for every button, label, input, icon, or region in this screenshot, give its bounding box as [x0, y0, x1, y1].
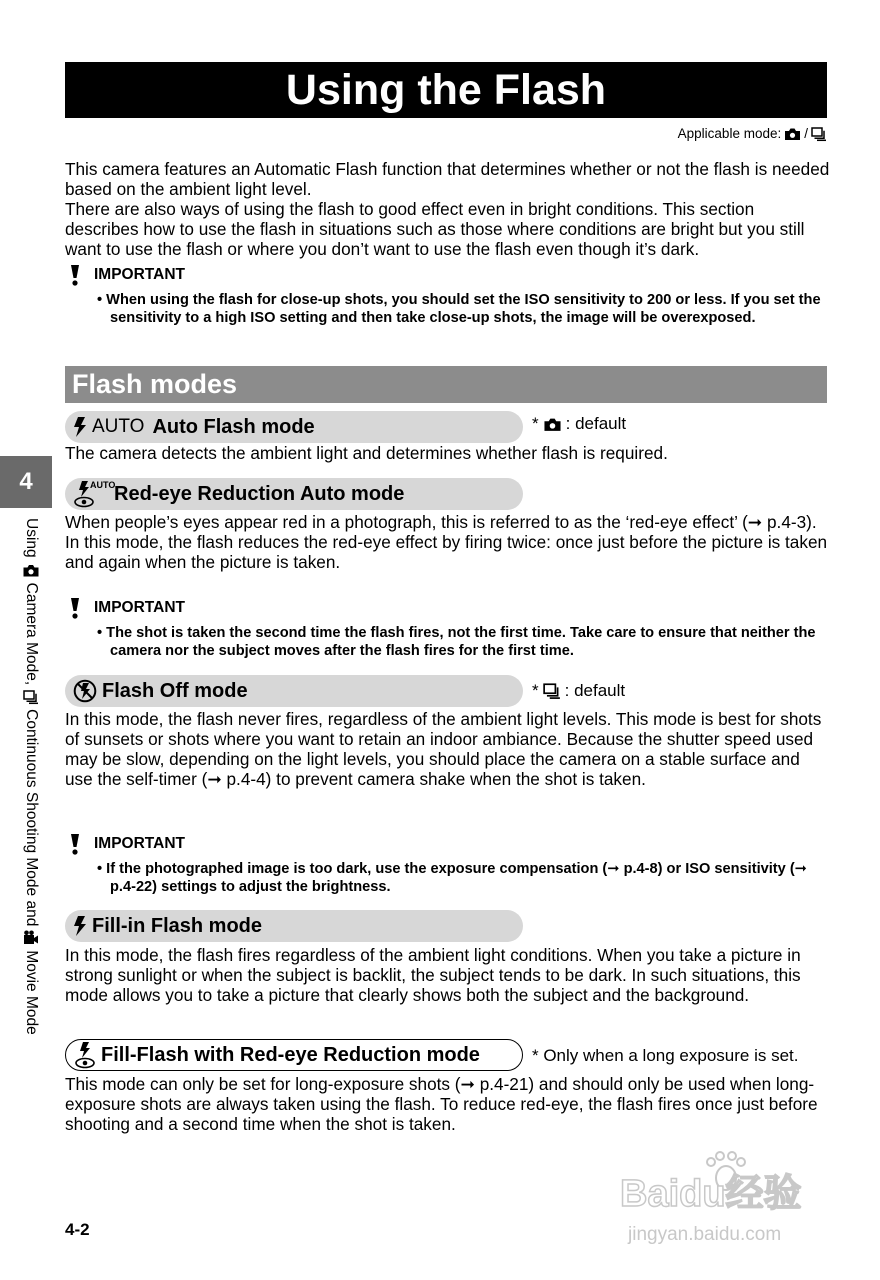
important-label: IMPORTANT: [94, 835, 185, 852]
continuous-shooting-icon: [23, 690, 39, 704]
applicable-mode-separator: /: [804, 126, 808, 141]
side-text-part: Movie Mode: [23, 950, 40, 1035]
note-asterisk: *: [532, 414, 539, 433]
mode-heading-flash-off: [65, 675, 523, 707]
flash-icon: [73, 416, 87, 438]
mode-heading-red-eye-auto: [65, 478, 523, 510]
section-title: Flash modes: [65, 366, 827, 403]
camera-icon: [784, 127, 801, 141]
page-number: 4-2: [65, 1220, 90, 1239]
exclamation-icon: [68, 264, 82, 286]
note-asterisk: *: [532, 681, 539, 700]
important-label: IMPORTANT: [94, 266, 185, 283]
mode-title: Flash Off mode: [102, 679, 248, 702]
important-note-1: [68, 264, 828, 327]
mode-description: When people’s eyes appear red in a photograph, this is referred to as the ‘red-eye effect’ (➞ p.4-3). In this mode, the flash reduces the red-eye effect by firing twice: once just before the picture is taken and again when the picture is taken.: [65, 512, 828, 572]
default-note-continuous: [532, 681, 625, 701]
mode-title: Fill-Flash with Red-eye Reduction mode: [101, 1043, 480, 1066]
important-label: IMPORTANT: [94, 599, 185, 616]
continuous-shooting-icon: [543, 683, 561, 699]
important-text: • When using the flash for close-up shots, you should set the ISO sensitivity to 200 or less. If you set the sensitivity to a high ISO setting and then take close-up shots, the image will be overexposed.: [97, 292, 821, 326]
mode-description: The camera detects the ambient light and determines whether flash is required.: [65, 443, 668, 463]
mode-title: Auto Flash mode: [152, 415, 315, 438]
camera-icon: [23, 563, 40, 577]
auto-icon-label: AUTO: [92, 416, 145, 437]
note-default-text: : default: [564, 681, 626, 700]
default-note-camera: [532, 414, 626, 434]
intro-paragraph-1: This camera features an Automatic Flash function that determines whether or not the flash is needed based on the ambient light level.: [65, 159, 830, 199]
continuous-shooting-icon: [811, 127, 827, 141]
important-text: • If the photographed image is too dark, use the exposure compensation (➞ p.4-8) or ISO sensitivity (➞ p.4-22) settings to adjust the brightness.: [97, 861, 807, 895]
red-eye-icon: [73, 480, 116, 508]
mode-description: This mode can only be set for long-exposure shots (➞ p.4-21) and should only be used when long-exposure shots are always taken using the flash. To reduce red-eye, the flash fires once just before shooting and a second time when the shot is taken.: [65, 1074, 818, 1134]
important-text: • The shot is taken the second time the flash fires, not the first time. Take care to ensure that neither the camera nor the subject moves after the flash fires for the first time.: [97, 625, 816, 659]
exclamation-icon: [68, 597, 82, 619]
movie-icon: [23, 930, 39, 946]
chapter-tab: 4: [0, 456, 52, 508]
exclamation-icon: [68, 833, 82, 855]
side-text-part: Camera Mode,: [23, 582, 40, 686]
chapter-side-title: [22, 518, 40, 1035]
mode-description: In this mode, the flash never fires, regardless of the ambient light levels. This mode is best for shots of sunsets or shots where you want to retain an indoor ambiance. Because the shutter speed used may be slow, depending on the light levels, you should place the camera on a stable surface and use the self-timer (➞ p.4-4) to prevent camera shake when the shot is taken.: [65, 709, 822, 789]
flash-off-icon: [73, 679, 97, 703]
page-title: Using the Flash: [65, 62, 827, 118]
red-eye-auto-text: AUTO: [90, 480, 116, 490]
mode-title: Red-eye Reduction Auto mode: [114, 482, 405, 505]
intro-paragraph-2: There are also ways of using the flash to good effect even in bright conditions. This section describes how to use the flash in situations such as those where conditions are bright but you still want to use the flash or where you don’t want to use the flash even though it’s dark.: [65, 199, 805, 259]
note-default-text: : default: [565, 414, 627, 433]
camera-icon: [543, 417, 562, 432]
long-exposure-note: * Only when a long exposure is set.: [532, 1046, 799, 1065]
red-eye-flash-icon: [74, 1041, 96, 1069]
watermark-brand: Baidu经验: [620, 1173, 802, 1215]
baidu-watermark: [608, 1148, 838, 1248]
important-note-3: [68, 833, 828, 896]
mode-title: Fill-in Flash mode: [92, 914, 263, 937]
side-text-part: Using: [23, 518, 40, 558]
watermark-url: jingyan.baidu.com: [628, 1224, 782, 1245]
mode-heading-fill-in-flash: [65, 910, 523, 942]
mode-heading-auto-flash: [65, 411, 523, 443]
flash-icon: [73, 915, 87, 937]
side-text-part: Continuous Shooting Mode and: [23, 709, 40, 927]
mode-heading-fill-flash-red-eye: [65, 1039, 523, 1071]
important-note-2: [68, 597, 828, 660]
mode-description: In this mode, the flash fires regardless of the ambient light conditions. When you take a picture in strong sunlight or when the subject is backlit, the subject tends to be dark. In such situations, this mode allows you to take a picture that clearly shows both the subject and the background.: [65, 945, 801, 1005]
applicable-mode: [678, 126, 827, 141]
applicable-mode-label: Applicable mode:: [677, 126, 782, 141]
